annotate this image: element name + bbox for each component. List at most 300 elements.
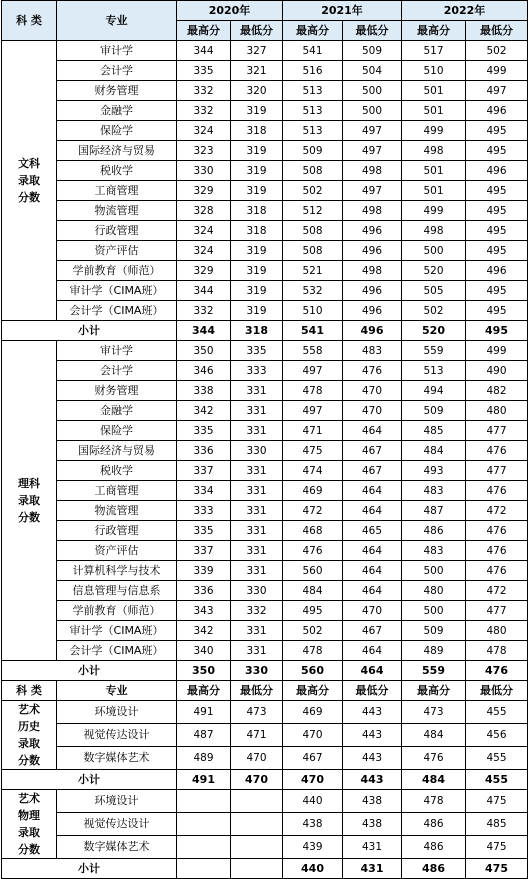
table-row	[2, 813, 528, 836]
subtotal-min-cell: 496	[343, 321, 402, 341]
max-score-cell: 335	[177, 421, 231, 441]
header-category: 科 类	[2, 681, 57, 701]
min-score-cell: 456	[466, 724, 528, 747]
max-score-cell: 498	[402, 141, 466, 161]
major-name: 国际经济与贸易	[57, 441, 177, 461]
max-score-cell: 558	[283, 341, 343, 361]
min-score-cell: 496	[466, 101, 528, 121]
min-score-cell: 331	[231, 461, 283, 481]
min-score-cell: 443	[343, 724, 402, 747]
max-score-cell: 332	[177, 301, 231, 321]
min-score-cell	[231, 813, 283, 836]
min-score-cell: 431	[343, 836, 402, 859]
min-score-cell: 475	[466, 836, 528, 859]
min-score-cell: 332	[231, 601, 283, 621]
max-score-cell: 337	[177, 541, 231, 561]
min-score-cell: 470	[231, 747, 283, 770]
subtotal-min-cell	[231, 859, 283, 879]
min-score-cell: 318	[231, 121, 283, 141]
subtotal-min-cell: 330	[231, 661, 283, 681]
max-score-cell: 498	[402, 221, 466, 241]
max-score-cell: 500	[402, 561, 466, 581]
table-row	[2, 501, 528, 521]
min-score-cell: 500	[343, 101, 402, 121]
subtotal-max-cell: 520	[402, 321, 466, 341]
table-row	[2, 81, 528, 101]
max-score-cell: 499	[402, 121, 466, 141]
min-score-cell: 465	[343, 521, 402, 541]
min-score-cell: 467	[343, 441, 402, 461]
max-score-cell: 330	[177, 161, 231, 181]
subtotal-min-cell: 495	[466, 321, 528, 341]
subtotal-label: 小计	[2, 661, 177, 681]
major-name: 会计学	[57, 61, 177, 81]
subtotal-row	[2, 859, 528, 879]
min-score-cell: 477	[466, 601, 528, 621]
major-name: 数字媒体艺术	[57, 836, 177, 859]
min-score-cell: 477	[466, 421, 528, 441]
table-row	[2, 341, 528, 361]
min-score-cell: 319	[231, 281, 283, 301]
min-score-cell: 499	[466, 341, 528, 361]
category-label: 理科录取分数	[2, 341, 57, 661]
max-score-cell: 342	[177, 401, 231, 421]
min-score-cell: 467	[343, 461, 402, 481]
header-category: 科 类	[2, 1, 57, 41]
subtotal-max-cell: 344	[177, 321, 231, 341]
table-row	[2, 101, 528, 121]
max-score-cell: 468	[283, 521, 343, 541]
major-name: 会计学	[57, 361, 177, 381]
max-score-cell: 499	[402, 201, 466, 221]
min-score-cell: 502	[466, 41, 528, 61]
major-name: 税收学	[57, 461, 177, 481]
min-score-cell: 480	[466, 621, 528, 641]
min-score-cell: 495	[466, 241, 528, 261]
header-row-repeat	[2, 681, 528, 701]
max-score-cell: 472	[283, 501, 343, 521]
max-score-cell: 501	[402, 101, 466, 121]
max-score-cell: 489	[177, 747, 231, 770]
table-row	[2, 481, 528, 501]
max-score-cell: 337	[177, 461, 231, 481]
max-score-cell: 336	[177, 581, 231, 601]
min-score-cell: 497	[466, 81, 528, 101]
max-score-cell: 329	[177, 181, 231, 201]
major-name: 环境设计	[57, 701, 177, 724]
min-score-cell: 470	[343, 601, 402, 621]
max-score-cell: 510	[402, 61, 466, 81]
min-score-cell: 464	[343, 561, 402, 581]
max-score-cell: 513	[283, 121, 343, 141]
table-row	[2, 161, 528, 181]
max-score-cell: 475	[283, 441, 343, 461]
table-row	[2, 261, 528, 281]
min-score-cell: 331	[231, 401, 283, 421]
min-score-cell: 331	[231, 421, 283, 441]
major-name: 国际经济与贸易	[57, 141, 177, 161]
min-score-cell: 464	[343, 421, 402, 441]
max-score-cell: 501	[402, 81, 466, 101]
major-name: 金融学	[57, 401, 177, 421]
max-score-cell: 532	[283, 281, 343, 301]
max-score-cell: 484	[402, 724, 466, 747]
header-min-score: 最低分	[343, 681, 402, 701]
header-max-score: 最高分	[177, 21, 231, 41]
major-name: 工商管理	[57, 481, 177, 501]
max-score-cell: 486	[402, 521, 466, 541]
table-row	[2, 521, 528, 541]
min-score-cell: 331	[231, 541, 283, 561]
max-score-cell: 478	[283, 381, 343, 401]
header-min-score: 最低分	[231, 21, 283, 41]
max-score-cell: 520	[402, 261, 466, 281]
max-score-cell: 323	[177, 141, 231, 161]
min-score-cell: 509	[343, 41, 402, 61]
max-score-cell: 500	[402, 241, 466, 261]
min-score-cell: 476	[466, 541, 528, 561]
max-score-cell: 509	[402, 621, 466, 641]
min-score-cell: 497	[343, 181, 402, 201]
min-score-cell: 480	[466, 401, 528, 421]
max-score-cell	[177, 813, 231, 836]
major-name: 工商管理	[57, 181, 177, 201]
subtotal-label: 小计	[2, 859, 177, 879]
subtotal-min-cell: 476	[466, 661, 528, 681]
max-score-cell: 508	[283, 221, 343, 241]
max-score-cell: 339	[177, 561, 231, 581]
subtotal-max-cell: 350	[177, 661, 231, 681]
min-score-cell: 470	[343, 381, 402, 401]
header-max-score: 最高分	[283, 681, 343, 701]
max-score-cell: 483	[402, 481, 466, 501]
min-score-cell: 495	[466, 221, 528, 241]
min-score-cell: 473	[231, 701, 283, 724]
max-score-cell: 508	[283, 241, 343, 261]
min-score-cell: 478	[466, 641, 528, 661]
max-score-cell: 484	[283, 581, 343, 601]
major-name: 信息管理与信息系	[57, 581, 177, 601]
min-score-cell: 327	[231, 41, 283, 61]
max-score-cell: 513	[283, 81, 343, 101]
table-row	[2, 201, 528, 221]
max-score-cell: 480	[402, 581, 466, 601]
max-score-cell: 334	[177, 481, 231, 501]
min-score-cell: 496	[466, 261, 528, 281]
max-score-cell: 495	[283, 601, 343, 621]
max-score-cell: 328	[177, 201, 231, 221]
table-row	[2, 141, 528, 161]
min-score-cell: 464	[343, 641, 402, 661]
max-score-cell: 344	[177, 281, 231, 301]
min-score-cell: 475	[466, 790, 528, 813]
min-score-cell: 490	[466, 361, 528, 381]
max-score-cell: 487	[177, 724, 231, 747]
max-score-cell: 560	[283, 561, 343, 581]
min-score-cell: 455	[466, 747, 528, 770]
header-max-score: 最高分	[283, 21, 343, 41]
major-name: 数字媒体艺术	[57, 747, 177, 770]
major-name: 财务管理	[57, 381, 177, 401]
table-row	[2, 561, 528, 581]
min-score-cell: 483	[343, 341, 402, 361]
max-score-cell: 471	[283, 421, 343, 441]
min-score-cell: 498	[343, 261, 402, 281]
max-score-cell: 502	[402, 301, 466, 321]
min-score-cell: 472	[466, 501, 528, 521]
major-name: 审计学	[57, 341, 177, 361]
subtotal-label: 小计	[2, 321, 177, 341]
major-name: 审计学（CIMA班）	[57, 281, 177, 301]
min-score-cell: 443	[343, 701, 402, 724]
table-row	[2, 441, 528, 461]
min-score-cell: 485	[466, 813, 528, 836]
major-name: 审计学	[57, 41, 177, 61]
major-name: 环境设计	[57, 790, 177, 813]
min-score-cell: 331	[231, 521, 283, 541]
min-score-cell: 320	[231, 81, 283, 101]
min-score-cell: 495	[466, 281, 528, 301]
min-score-cell: 464	[343, 541, 402, 561]
min-score-cell: 496	[343, 241, 402, 261]
min-score-cell: 495	[466, 121, 528, 141]
max-score-cell: 510	[283, 301, 343, 321]
min-score-cell: 496	[343, 221, 402, 241]
max-score-cell: 346	[177, 361, 231, 381]
min-score-cell: 464	[343, 581, 402, 601]
min-score-cell: 495	[466, 181, 528, 201]
header-major: 专业	[57, 681, 177, 701]
subtotal-max-cell: 486	[402, 859, 466, 879]
min-score-cell: 504	[343, 61, 402, 81]
table-row	[2, 181, 528, 201]
max-score-cell: 332	[177, 101, 231, 121]
min-score-cell: 482	[466, 381, 528, 401]
min-score-cell: 464	[343, 501, 402, 521]
table-row	[2, 221, 528, 241]
min-score-cell: 464	[343, 481, 402, 501]
min-score-cell: 331	[231, 501, 283, 521]
category-label: 文科录取分数	[2, 41, 57, 321]
min-score-cell: 500	[343, 81, 402, 101]
max-score-cell: 324	[177, 241, 231, 261]
min-score-cell: 476	[466, 561, 528, 581]
header-year: 2021年	[283, 1, 402, 21]
subtotal-max-cell: 541	[283, 321, 343, 341]
max-score-cell: 493	[402, 461, 466, 481]
subtotal-row	[2, 770, 528, 790]
max-score-cell: 508	[283, 161, 343, 181]
max-score-cell: 343	[177, 601, 231, 621]
major-name: 金融学	[57, 101, 177, 121]
min-score-cell: 438	[343, 790, 402, 813]
table-row	[2, 461, 528, 481]
header-min-score: 最低分	[231, 681, 283, 701]
subtotal-max-cell: 440	[283, 859, 343, 879]
admission-score-table	[1, 0, 528, 879]
header-year: 2020年	[177, 1, 283, 21]
subtotal-min-cell: 443	[343, 770, 402, 790]
max-score-cell: 469	[283, 701, 343, 724]
max-score-cell: 467	[283, 747, 343, 770]
major-name: 审计学（CIMA班）	[57, 621, 177, 641]
major-name: 资产评估	[57, 241, 177, 261]
min-score-cell: 331	[231, 561, 283, 581]
subtotal-min-cell: 464	[343, 661, 402, 681]
max-score-cell: 502	[283, 181, 343, 201]
max-score-cell: 340	[177, 641, 231, 661]
max-score-cell: 350	[177, 341, 231, 361]
max-score-cell: 491	[177, 701, 231, 724]
min-score-cell: 319	[231, 101, 283, 121]
subtotal-max-cell: 470	[283, 770, 343, 790]
subtotal-min-cell: 318	[231, 321, 283, 341]
min-score-cell: 443	[343, 747, 402, 770]
min-score-cell: 497	[343, 121, 402, 141]
min-score-cell: 330	[231, 441, 283, 461]
min-score-cell	[231, 836, 283, 859]
min-score-cell: 471	[231, 724, 283, 747]
table-row	[2, 421, 528, 441]
max-score-cell: 474	[283, 461, 343, 481]
max-score-cell: 440	[283, 790, 343, 813]
subtotal-max-cell: 484	[402, 770, 466, 790]
category-label: 艺术物理录取分数	[2, 790, 57, 859]
min-score-cell: 319	[231, 181, 283, 201]
max-score-cell: 476	[283, 541, 343, 561]
min-score-cell: 319	[231, 301, 283, 321]
max-score-cell: 478	[402, 790, 466, 813]
table-row	[2, 381, 528, 401]
max-score-cell: 336	[177, 441, 231, 461]
max-score-cell: 509	[402, 401, 466, 421]
subtotal-row	[2, 321, 528, 341]
min-score-cell: 331	[231, 641, 283, 661]
table-row	[2, 361, 528, 381]
max-score-cell: 344	[177, 41, 231, 61]
min-score-cell: 496	[466, 161, 528, 181]
table-row	[2, 121, 528, 141]
max-score-cell: 500	[402, 601, 466, 621]
max-score-cell: 484	[402, 441, 466, 461]
max-score-cell	[177, 790, 231, 813]
major-name: 物流管理	[57, 501, 177, 521]
min-score-cell: 331	[231, 481, 283, 501]
max-score-cell: 489	[402, 641, 466, 661]
major-name: 视觉传达设计	[57, 813, 177, 836]
table-row	[2, 641, 528, 661]
subtotal-max-cell: 491	[177, 770, 231, 790]
min-score-cell: 331	[231, 381, 283, 401]
major-name: 行政管理	[57, 521, 177, 541]
major-name: 学前教育（师范）	[57, 261, 177, 281]
table-row	[2, 401, 528, 421]
max-score-cell: 335	[177, 521, 231, 541]
min-score-cell: 331	[231, 621, 283, 641]
table-row	[2, 790, 528, 813]
max-score-cell: 324	[177, 221, 231, 241]
major-name: 物流管理	[57, 201, 177, 221]
header-min-score: 最低分	[343, 21, 402, 41]
major-name: 会计学（CIMA班）	[57, 641, 177, 661]
min-score-cell: 498	[343, 161, 402, 181]
max-score-cell: 470	[283, 724, 343, 747]
min-score-cell: 499	[466, 61, 528, 81]
max-score-cell: 501	[402, 161, 466, 181]
subtotal-min-cell: 475	[466, 859, 528, 879]
subtotal-max-cell: 560	[283, 661, 343, 681]
max-score-cell: 505	[402, 281, 466, 301]
header-min-score: 最低分	[466, 21, 528, 41]
max-score-cell: 439	[283, 836, 343, 859]
max-score-cell: 502	[283, 621, 343, 641]
header-year: 2022年	[402, 1, 528, 21]
max-score-cell: 483	[402, 541, 466, 561]
min-score-cell: 470	[343, 401, 402, 421]
max-score-cell: 333	[177, 501, 231, 521]
table-row	[2, 724, 528, 747]
max-score-cell: 516	[283, 61, 343, 81]
min-score-cell: 472	[466, 581, 528, 601]
table-row	[2, 601, 528, 621]
header-row-years	[2, 1, 528, 21]
category-label: 艺术历史录取分数	[2, 701, 57, 770]
max-score-cell: 469	[283, 481, 343, 501]
table-row	[2, 836, 528, 859]
header-major: 专业	[57, 1, 177, 41]
max-score-cell: 473	[402, 701, 466, 724]
min-score-cell: 335	[231, 341, 283, 361]
header-max-score: 最高分	[177, 681, 231, 701]
min-score-cell: 318	[231, 201, 283, 221]
min-score-cell: 495	[466, 301, 528, 321]
min-score-cell: 476	[466, 441, 528, 461]
min-score-cell: 495	[466, 201, 528, 221]
min-score-cell: 330	[231, 581, 283, 601]
max-score-cell: 486	[402, 813, 466, 836]
min-score-cell: 319	[231, 161, 283, 181]
max-score-cell: 513	[402, 361, 466, 381]
min-score-cell: 319	[231, 141, 283, 161]
max-score-cell: 497	[283, 401, 343, 421]
header-max-score: 最高分	[402, 21, 466, 41]
max-score-cell: 559	[402, 341, 466, 361]
max-score-cell: 485	[402, 421, 466, 441]
min-score-cell: 319	[231, 261, 283, 281]
table-row	[2, 41, 528, 61]
major-name: 财务管理	[57, 81, 177, 101]
subtotal-label: 小计	[2, 770, 177, 790]
table-row	[2, 621, 528, 641]
table-row	[2, 61, 528, 81]
table-row	[2, 241, 528, 261]
min-score-cell: 477	[466, 461, 528, 481]
min-score-cell: 496	[343, 301, 402, 321]
max-score-cell: 512	[283, 201, 343, 221]
min-score-cell: 476	[466, 521, 528, 541]
min-score-cell: 321	[231, 61, 283, 81]
max-score-cell: 438	[283, 813, 343, 836]
min-score-cell: 455	[466, 701, 528, 724]
max-score-cell: 342	[177, 621, 231, 641]
min-score-cell	[231, 790, 283, 813]
max-score-cell: 324	[177, 121, 231, 141]
table-row	[2, 581, 528, 601]
max-score-cell: 335	[177, 61, 231, 81]
table-row	[2, 281, 528, 301]
min-score-cell: 333	[231, 361, 283, 381]
max-score-cell: 487	[402, 501, 466, 521]
